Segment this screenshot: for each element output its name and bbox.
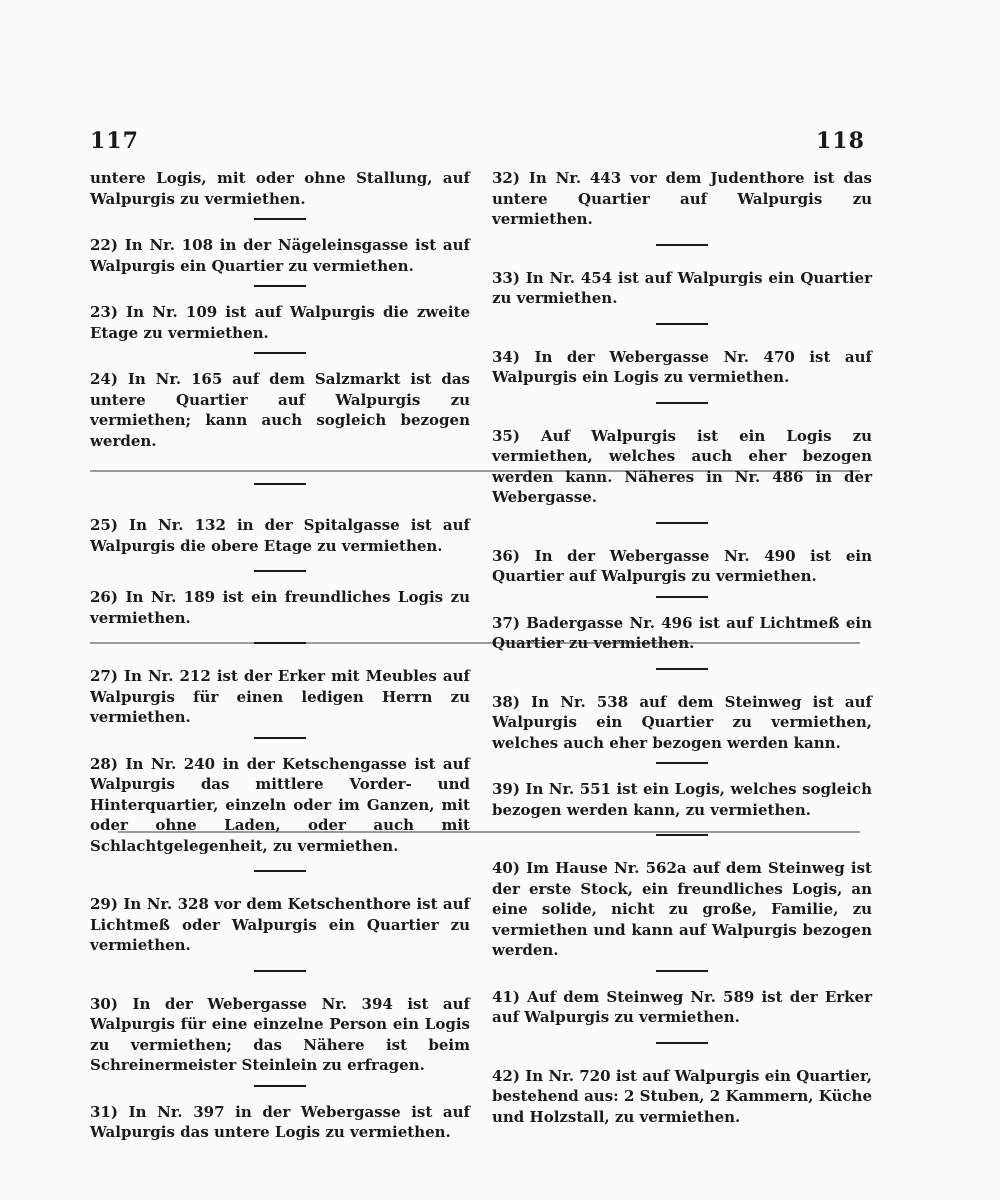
listing-entry: 22) In Nr. 108 in der Nägeleinsgasse ist auf Walpurgis ein Quartier zu vermiethen. [90,236,470,275]
separator-rule [656,834,708,836]
listing-entry: 32) In Nr. 443 vor dem Judenthore ist das untere Quartier auf Walpurgis zu vermiethen. [492,169,872,228]
separator-rule [254,970,306,972]
right-page-number: 118 [816,128,865,154]
listing-entry: 26) In Nr. 189 ist ein freundliches Logis zu vermiethen. [90,588,470,627]
listing-entry: 27) In Nr. 212 ist der Erker mit Meubles auf Walpurgis für einen ledigen Herrn zu vermiethen. [90,667,470,726]
separator-rule [254,737,306,739]
left-page-number: 117 [90,128,139,154]
separator-rule [254,218,306,220]
listing-entry: 30) In der Webergasse Nr. 394 ist auf Walpurgis für eine einzelne Person ein Logis zu vermiethen; das Nähere ist beim Schreinermeister Steinlein zu erfragen. [90,994,470,1074]
listing-entry: 36) In der Webergasse Nr. 490 ist ein Quartier auf Walpurgis zu vermiethen. [492,546,872,585]
separator-rule [254,642,306,644]
listing-entry: 24) In Nr. 165 auf dem Salzmarkt ist das untere Quartier auf Walpurgis zu vermiethen; kann auch sogleich bezogen werden. [90,370,470,450]
left-column [90,168,470,1143]
listing-entry: 41) Auf dem Steinweg Nr. 589 ist der Erker auf Walpurgis zu vermiethen. [492,987,872,1026]
separator-rule [656,323,708,325]
listing-entry: 23) In Nr. 109 ist auf Walpurgis die zweite Etage zu vermiethen. [90,303,470,342]
separator-rule [254,870,306,872]
separator-rule [656,402,708,404]
listing-entry: 31) In Nr. 397 in der Webergasse ist auf Walpurgis das untere Logis zu vermiethen. [90,1102,470,1141]
separator-rule [254,285,306,287]
listing-entry: 25) In Nr. 132 in der Spitalgasse ist auf Walpurgis die obere Etage zu vermiethen. [90,516,470,555]
separator-rule [656,596,708,598]
separator-rule [656,668,708,670]
listing-entry: 40) Im Hause Nr. 562a auf dem Steinweg ist der erste Stock, ein freundliches Logis, an eine solide, nicht zu große, Familie, zu vermiethen und kann auf Walpurgis bezogen werden. [492,859,872,959]
separator-rule [656,244,708,246]
listing-entry: 29) In Nr. 328 vor dem Ketschenthore ist auf Lichtmeß oder Walpurgis ein Quartier zu vermiethen. [90,895,470,954]
separator-rule [254,483,306,485]
separator-rule [254,1085,306,1087]
right-column [492,168,872,1127]
separator-rule [656,970,708,972]
listing-entry: 35) Auf Walpurgis ist ein Logis zu vermiethen, welches auch eher bezogen werden kann. Näheres in Nr. 486 in der Webergasse. [492,426,872,506]
separator-rule [254,352,306,354]
listing-entry: 39) In Nr. 551 ist ein Logis, welches sogleich bezogen werden kann, zu vermiethen. [492,780,872,819]
listing-entry: 28) In Nr. 240 in der Ketschengasse ist auf Walpurgis das mittlere Vorder- und Hinterquartier, einzeln oder im Ganzen, mit oder ohne Laden, oder auch mit Schlachtgelegenheit, zu vermiethen. [90,754,470,855]
separator-rule [656,522,708,524]
listing-entry: 34) In der Webergasse Nr. 470 ist auf Walpurgis ein Logis zu vermiethen. [492,347,872,386]
listing-entry: untere Logis, mit oder ohne Stallung, auf Walpurgis zu vermiethen. [90,169,470,208]
listing-entry: 42) In Nr. 720 ist auf Walpurgis ein Quartier, bestehend aus: 2 Stuben, 2 Kammern, Küche und Holzstall, zu vermiethen. [492,1066,872,1126]
separator-rule [656,762,708,764]
listing-entry: 38) In Nr. 538 auf dem Steinweg ist auf Walpurgis ein Quartier zu vermiethen, welches auch eher bezogen werden kann. [492,692,872,752]
separator-rule [656,1042,708,1044]
listing-entry: 37) Badergasse Nr. 496 ist auf Lichtmeß ein Quartier zu vermiethen. [492,613,872,652]
listing-entry: 33) In Nr. 454 ist auf Walpurgis ein Quartier zu vermiethen. [492,268,872,307]
separator-rule [254,570,306,572]
